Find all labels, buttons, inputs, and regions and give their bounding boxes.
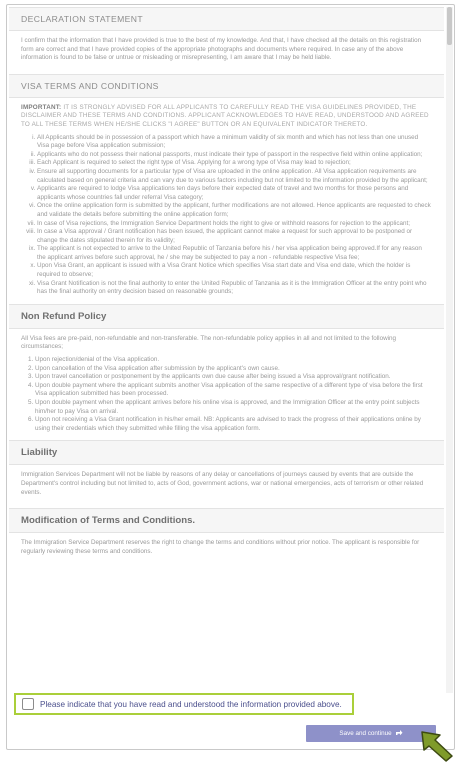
pointer-arrow-icon <box>418 728 458 762</box>
visa-terms-body <box>9 98 444 304</box>
consent-checkbox-row[interactable] <box>14 693 354 715</box>
list-item: ii. Applicants who do not possess their national passports, must indicate their type of passport in the respective field within online application; <box>37 151 432 160</box>
liability-body <box>9 465 444 508</box>
list-item: vii. In case of Visa rejections, the Immigration Service Department holds the right to give or withhold reasons for rejection to the applicant; <box>37 220 432 229</box>
list-item: iv. Ensure all supporting documents for a particular type of Visa are uploaded in the online application. All Visa application requirements are calculated based on general criteria and can vary due to various factors including but not limited to the information provided by the applicant; <box>37 168 432 185</box>
terms-scroll-area[interactable] <box>9 7 444 693</box>
non-refund-body <box>9 329 444 441</box>
list-item: 4. Upon double payment where the applicant submits another Visa application of the same respective of a different type of visa before the first Visa application submitted has been processed. <box>35 382 432 399</box>
important-notice <box>21 104 432 130</box>
form-panel <box>6 4 455 750</box>
share-arrow-icon <box>395 729 403 738</box>
list-item: ix. The applicant is not expected to arrive to the United Republic of Tanzania before his / her visa application being approved.If for any reason the applicant arrives before such approval, he / she may be subjected to pay a non - refundable respective Visa fee; <box>37 245 432 262</box>
modification-heading: Modification of Terms and Conditions. <box>9 508 444 533</box>
list-item: 2. Upon cancellation of the Visa application after submission by the applicant's own cause. <box>35 365 432 374</box>
non-refund-list <box>21 356 432 433</box>
consent-checkbox[interactable] <box>22 698 34 710</box>
consent-label[interactable]: Please indicate that you have read and understood the information provided above. <box>40 699 342 709</box>
save-and-continue-button[interactable] <box>306 725 436 742</box>
list-item: vi. Once the online application form is submitted by the applicant, further modifications are not allowed. Hence applicants are requested to check and validate the details before submitting the online application form; <box>37 202 432 219</box>
list-item: 5. Upon double payment when the applicant arrives before his online visa is approved, and the Immigration Officer at the entry point subjects him/her to pay Visa on arrival. <box>35 399 432 416</box>
declaration-text: I confirm that the information that I have provided is true to the best of my knowledge. And that, I have checked all the details on this registration form are correct and that I have provided copies of the appropriate photographs and documents where required. In case any of the above information is found to be false or untrue or misleading or misrepresenting, I am aware that I may be held liable. <box>21 37 422 62</box>
visa-terms-heading: VISA TERMS AND CONDITIONS <box>9 74 444 98</box>
declaration-body <box>9 31 444 74</box>
list-item: 6. Upon not receiving a Visa Grant notification in his/her email. NB: Applicants are advised to track the progress of their applications online by using their credentials which they submitted while filling the visa application form. <box>35 416 432 433</box>
save-button-label: Save and continue <box>339 730 392 737</box>
list-item: 1. Upon rejection/denial of the Visa application. <box>35 356 432 365</box>
modification-body <box>9 533 444 567</box>
non-refund-intro: All Visa fees are pre-paid, non-refundable and non-transferable. The non-refundable policy applies in all and not limited to the following circumstances; <box>21 334 397 351</box>
list-item: v. Applicants are required to lodge Visa applications ten days before their expected date of travel and two months for those persons and applicants whose countries fall under referral Visa category; <box>37 185 432 202</box>
list-item: x. Upon Visa Grant, an applicant is issued with a Visa Grant Notice which specifies Visa start date and Visa end date, which the holder is required to observe; <box>37 262 432 279</box>
list-item: 3. Upon travel cancellation or postponement by the applicants own due cause after being issued a Visa approval/grant notification. <box>35 373 432 382</box>
list-item: iii. Each Applicant is required to select the right type of Visa. Applying for a wrong type of Visa may lead to rejection; <box>37 159 432 168</box>
liability-text: Immigration Services Department will not be liable by reasons of any delay or cancellations of journeys caused by events that are outside the Department's control including but not limited to, acts of God, government actions, war or national emergencies, acts of terrorism or other related events. <box>21 471 424 496</box>
important-text: IT IS STRONGLY ADVISED FOR ALL APPLICANTS TO CAREFULLY READ THE VISA GUIDELINES PROVIDED, THE DISCLAIMER AND THESE TERMS AND CONDITIONS. APPLICANT ACKNOWLEDGES TO HAVE READ, UNDERSTOOD AND AGREED TO ALL THESE TERMS WHEN HE/SHE CLICKS "I AGREE" BUTTON OR AN EQUIVALENT INDICATOR THERETO. <box>21 103 429 128</box>
declaration-heading: DECLARATION STATEMENT <box>9 7 444 31</box>
non-refund-heading: Non Refund Policy <box>9 304 444 329</box>
list-item: viii. In case a Visa approval / Grant notification has been issued, the applicant cannot make a request for such approval to be postponed or change the dates stipulated therein for its validity; <box>37 228 432 245</box>
list-item: xi. Visa Grant Notification is not the final authority to enter the United Republic of Tanzania as it is the Immigration Officer at the entry point who has the final authority on entry decision based on reasonable grounds; <box>37 280 432 297</box>
visa-terms-list <box>21 134 432 297</box>
important-label: IMPORTANT: <box>21 103 62 111</box>
vertical-scrollbar[interactable] <box>446 7 453 693</box>
liability-heading: Liability <box>9 440 444 465</box>
scrollbar-thumb[interactable] <box>447 7 452 45</box>
modification-text: The Immigration Service Department reserves the right to change the terms and conditions without prior notice. The applicant is responsible for regularly reviewing these terms and conditions. <box>21 539 420 555</box>
list-item: i. All Applicants should be in possession of a passport which have a minimum validity of six month and which has not less than one unused Visa page before Visa application submission; <box>37 134 432 151</box>
